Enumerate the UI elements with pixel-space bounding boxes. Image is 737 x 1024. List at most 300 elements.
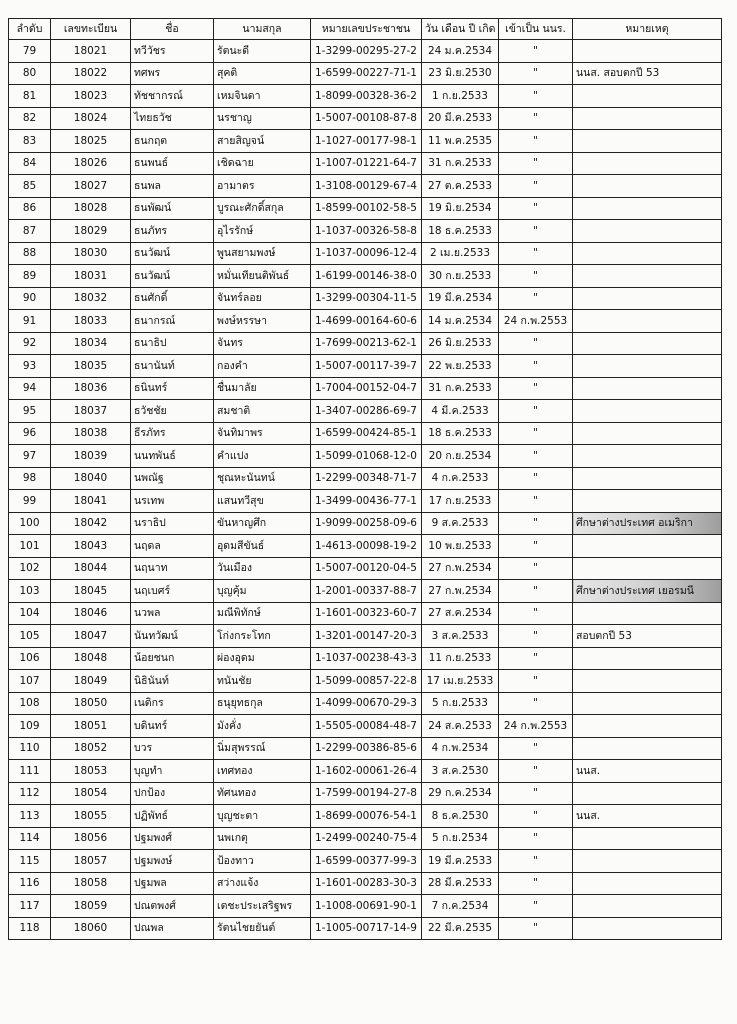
- row-last-name: ชุณหะนันทน์: [214, 467, 311, 490]
- row-national-id: 1-7599-00194-27-8: [311, 782, 422, 805]
- row-registration: 18021: [51, 40, 131, 63]
- row-birth-date: 19 มี.ค.2533: [422, 850, 499, 873]
- row-national-id: 1-3299-00304-11-5: [311, 287, 422, 310]
- row-remarks: [573, 872, 722, 895]
- row-order: 85: [9, 175, 51, 198]
- row-national-id: 1-7004-00152-04-7: [311, 377, 422, 400]
- row-order: 115: [9, 850, 51, 873]
- row-national-id: 1-5007-00108-87-8: [311, 107, 422, 130]
- row-remarks: [573, 917, 722, 940]
- table-row: [9, 715, 722, 738]
- row-registration: 18060: [51, 917, 131, 940]
- table-row: [9, 355, 722, 378]
- row-order: 90: [9, 287, 51, 310]
- row-birth-date: 2 เม.ย.2533: [422, 242, 499, 265]
- table-row: [9, 130, 722, 153]
- row-birth-date: 17 ก.ย.2533: [422, 490, 499, 513]
- table-header-row: [9, 19, 722, 40]
- row-last-name: บุญชะตา: [214, 805, 311, 828]
- table-row: [9, 40, 722, 63]
- row-remarks: นนส.: [573, 760, 722, 783]
- row-national-id: 1-7699-00213-62-1: [311, 332, 422, 355]
- table-row: [9, 557, 722, 580]
- row-remarks: [573, 445, 722, 468]
- row-last-name: ป้องทาว: [214, 850, 311, 873]
- row-last-name: สว่างแจ้ง: [214, 872, 311, 895]
- row-last-name: คำแปง: [214, 445, 311, 468]
- row-first-name: ปฐมพงษ์: [131, 850, 214, 873]
- row-birth-date: 27 ส.ค.2534: [422, 602, 499, 625]
- row-entry-date: ": [499, 287, 573, 310]
- row-remarks: นนส. สอบตกปี 53: [573, 62, 722, 85]
- row-first-name: ธนาธิป: [131, 332, 214, 355]
- row-remarks: ศึกษาต่างประเทศ อเมริกา: [573, 512, 722, 535]
- student-roster-table: [8, 18, 722, 940]
- row-last-name: นพเกตุ: [214, 827, 311, 850]
- table-row: [9, 917, 722, 940]
- row-last-name: ทัศนทอง: [214, 782, 311, 805]
- row-national-id: 1-3407-00286-69-7: [311, 400, 422, 423]
- row-national-id: 1-5099-01068-12-0: [311, 445, 422, 468]
- row-entry-date: ": [499, 512, 573, 535]
- row-remarks: [573, 107, 722, 130]
- row-remarks: [573, 40, 722, 63]
- row-registration: 18053: [51, 760, 131, 783]
- row-registration: 18056: [51, 827, 131, 850]
- row-order: 83: [9, 130, 51, 153]
- row-birth-date: 29 ก.ค.2534: [422, 782, 499, 805]
- table-row: [9, 62, 722, 85]
- row-remarks: [573, 400, 722, 423]
- row-registration: 18045: [51, 580, 131, 603]
- row-last-name: สุคติ: [214, 62, 311, 85]
- row-national-id: 1-9099-00258-09-6: [311, 512, 422, 535]
- row-registration: 18036: [51, 377, 131, 400]
- row-first-name: นฤนาท: [131, 557, 214, 580]
- row-birth-date: 4 ก.พ.2534: [422, 737, 499, 760]
- row-last-name: อุดมสีขันธ์: [214, 535, 311, 558]
- table-row: [9, 602, 722, 625]
- row-order: 110: [9, 737, 51, 760]
- row-birth-date: 3 ส.ค.2530: [422, 760, 499, 783]
- row-entry-date: ": [499, 130, 573, 153]
- row-order: 97: [9, 445, 51, 468]
- row-birth-date: 19 มี.ค.2534: [422, 287, 499, 310]
- row-birth-date: 4 มี.ค.2533: [422, 400, 499, 423]
- row-order: 88: [9, 242, 51, 265]
- table-row: [9, 85, 722, 108]
- row-first-name: ธนศักดิ์: [131, 287, 214, 310]
- row-first-name: นฤดล: [131, 535, 214, 558]
- row-entry-date: ": [499, 85, 573, 108]
- table-body: [9, 40, 722, 940]
- row-entry-date: ": [499, 782, 573, 805]
- row-last-name: ทนันชัย: [214, 670, 311, 693]
- row-first-name: เนติกร: [131, 692, 214, 715]
- row-remarks: สอบตกปี 53: [573, 625, 722, 648]
- row-birth-date: 14 ม.ค.2534: [422, 310, 499, 333]
- table-row: [9, 377, 722, 400]
- row-registration: 18046: [51, 602, 131, 625]
- row-remarks: [573, 895, 722, 918]
- row-national-id: 1-2299-00348-71-7: [311, 467, 422, 490]
- row-order: 95: [9, 400, 51, 423]
- row-entry-date: ": [499, 580, 573, 603]
- row-remarks: [573, 220, 722, 243]
- row-last-name: รัตนไชยยันต์: [214, 917, 311, 940]
- row-remarks: [573, 467, 722, 490]
- row-entry-date: ": [499, 62, 573, 85]
- row-entry-date: ": [499, 107, 573, 130]
- table-row: [9, 760, 722, 783]
- col-header-remarks: หมายเหตุ: [573, 19, 722, 40]
- table-row: [9, 175, 722, 198]
- row-first-name: นวพล: [131, 602, 214, 625]
- row-registration: 18050: [51, 692, 131, 715]
- table-row: [9, 872, 722, 895]
- row-remarks: [573, 85, 722, 108]
- row-registration: 18033: [51, 310, 131, 333]
- row-national-id: 1-1037-00326-58-8: [311, 220, 422, 243]
- row-order: 91: [9, 310, 51, 333]
- row-first-name: นันทวัฒน์: [131, 625, 214, 648]
- row-first-name: นิธินันท์: [131, 670, 214, 693]
- row-entry-date: ": [499, 557, 573, 580]
- row-order: 103: [9, 580, 51, 603]
- row-order: 80: [9, 62, 51, 85]
- table-row: [9, 535, 722, 558]
- row-order: 109: [9, 715, 51, 738]
- row-entry-date: ": [499, 602, 573, 625]
- row-order: 105: [9, 625, 51, 648]
- row-last-name: รัตนะดี: [214, 40, 311, 63]
- row-registration: 18037: [51, 400, 131, 423]
- row-registration: 18044: [51, 557, 131, 580]
- row-order: 84: [9, 152, 51, 175]
- row-birth-date: 5 ก.ย.2534: [422, 827, 499, 850]
- row-remarks: [573, 152, 722, 175]
- row-last-name: จันทร์ลอย: [214, 287, 311, 310]
- row-registration: 18049: [51, 670, 131, 693]
- row-registration: 18025: [51, 130, 131, 153]
- row-last-name: ธนุยุทธกุล: [214, 692, 311, 715]
- row-first-name: บุญทำ: [131, 760, 214, 783]
- row-national-id: 1-1601-00323-60-7: [311, 602, 422, 625]
- row-remarks: [573, 535, 722, 558]
- row-birth-date: 1 ก.ย.2533: [422, 85, 499, 108]
- table-row: [9, 220, 722, 243]
- row-registration: 18038: [51, 422, 131, 445]
- table-row: [9, 242, 722, 265]
- row-registration: 18022: [51, 62, 131, 85]
- row-remarks: [573, 422, 722, 445]
- row-entry-date: ": [499, 670, 573, 693]
- row-birth-date: 17 เม.ย.2533: [422, 670, 499, 693]
- row-registration: 18026: [51, 152, 131, 175]
- row-last-name: บูรณะศักดิ์สกุล: [214, 197, 311, 220]
- row-first-name: ธนานันท์: [131, 355, 214, 378]
- row-birth-date: 7 ก.ค.2534: [422, 895, 499, 918]
- table-row: [9, 692, 722, 715]
- table-row: [9, 400, 722, 423]
- row-first-name: ธีรภัทร: [131, 422, 214, 445]
- row-last-name: จันทิมาพร: [214, 422, 311, 445]
- row-entry-date: ": [499, 647, 573, 670]
- row-entry-date: ": [499, 917, 573, 940]
- row-entry-date: ": [499, 377, 573, 400]
- table-row: [9, 647, 722, 670]
- row-first-name: นนทพันธ์: [131, 445, 214, 468]
- row-national-id: 1-4613-00098-19-2: [311, 535, 422, 558]
- row-entry-date: ": [499, 152, 573, 175]
- col-header-first-name: ชื่อ: [131, 19, 214, 40]
- table-row: [9, 737, 722, 760]
- row-registration: 18042: [51, 512, 131, 535]
- row-remarks: [573, 310, 722, 333]
- row-entry-date: ": [499, 827, 573, 850]
- row-order: 96: [9, 422, 51, 445]
- row-last-name: เหมจินดา: [214, 85, 311, 108]
- row-national-id: 1-8699-00076-54-1: [311, 805, 422, 828]
- table-row: [9, 265, 722, 288]
- table-row: [9, 490, 722, 513]
- row-order: 113: [9, 805, 51, 828]
- row-last-name: อามาตร: [214, 175, 311, 198]
- row-remarks: [573, 242, 722, 265]
- row-remarks: [573, 692, 722, 715]
- row-last-name: ผ่องอุดม: [214, 647, 311, 670]
- row-first-name: นพณัฐ: [131, 467, 214, 490]
- row-remarks: [573, 490, 722, 513]
- row-entry-date: ": [499, 197, 573, 220]
- row-birth-date: 31 ก.ค.2533: [422, 152, 499, 175]
- row-birth-date: 10 พ.ย.2533: [422, 535, 499, 558]
- table-row: [9, 895, 722, 918]
- row-first-name: ทัชชากรณ์: [131, 85, 214, 108]
- row-birth-date: 28 มี.ค.2533: [422, 872, 499, 895]
- row-registration: 18047: [51, 625, 131, 648]
- row-entry-date: ": [499, 175, 573, 198]
- row-entry-date: ": [499, 40, 573, 63]
- row-registration: 18031: [51, 265, 131, 288]
- row-remarks: [573, 737, 722, 760]
- row-birth-date: 3 ส.ค.2533: [422, 625, 499, 648]
- row-first-name: ธนากรณ์: [131, 310, 214, 333]
- row-national-id: 1-1008-00691-90-1: [311, 895, 422, 918]
- row-order: 81: [9, 85, 51, 108]
- row-first-name: ธนภัทร: [131, 220, 214, 243]
- row-order: 86: [9, 197, 51, 220]
- row-entry-date: ": [499, 737, 573, 760]
- row-first-name: นรเทพ: [131, 490, 214, 513]
- row-first-name: ธนพล: [131, 175, 214, 198]
- row-last-name: พูนสยามพงษ์: [214, 242, 311, 265]
- row-last-name: วันเมือง: [214, 557, 311, 580]
- row-national-id: 1-5505-00084-48-7: [311, 715, 422, 738]
- row-birth-date: 20 ก.ย.2534: [422, 445, 499, 468]
- row-first-name: ปณตพงศ์: [131, 895, 214, 918]
- row-first-name: นราธิป: [131, 512, 214, 535]
- table-row: [9, 625, 722, 648]
- row-first-name: ปณพล: [131, 917, 214, 940]
- row-order: 111: [9, 760, 51, 783]
- row-entry-date: 24 ก.พ.2553: [499, 715, 573, 738]
- table-row: [9, 580, 722, 603]
- row-entry-date: ": [499, 850, 573, 873]
- row-last-name: นิ่มสุพรรณ์: [214, 737, 311, 760]
- row-registration: 18039: [51, 445, 131, 468]
- row-first-name: ปกป้อง: [131, 782, 214, 805]
- row-entry-date: ": [499, 692, 573, 715]
- row-first-name: น้อยชนก: [131, 647, 214, 670]
- table-row: [9, 197, 722, 220]
- row-entry-date: ": [499, 490, 573, 513]
- row-entry-date: ": [499, 265, 573, 288]
- row-order: 82: [9, 107, 51, 130]
- row-first-name: ธนินทร์: [131, 377, 214, 400]
- row-order: 93: [9, 355, 51, 378]
- table-row: [9, 310, 722, 333]
- row-registration: 18024: [51, 107, 131, 130]
- col-header-registration: เลขทะเบียน: [51, 19, 131, 40]
- row-last-name: โก่งกระโทก: [214, 625, 311, 648]
- row-birth-date: 11 ก.ย.2533: [422, 647, 499, 670]
- row-registration: 18035: [51, 355, 131, 378]
- row-last-name: สมชาติ: [214, 400, 311, 423]
- row-national-id: 1-4099-00670-29-3: [311, 692, 422, 715]
- row-last-name: บุญคุ้ม: [214, 580, 311, 603]
- row-registration: 18028: [51, 197, 131, 220]
- row-first-name: บดินทร์: [131, 715, 214, 738]
- row-entry-date: ": [499, 805, 573, 828]
- row-entry-date: ": [499, 355, 573, 378]
- row-national-id: 1-1027-00177-98-1: [311, 130, 422, 153]
- row-last-name: อุไรรักษ์: [214, 220, 311, 243]
- col-header-order: ลำดับ: [9, 19, 51, 40]
- row-entry-date: ": [499, 445, 573, 468]
- row-order: 106: [9, 647, 51, 670]
- row-birth-date: 30 ก.ย.2533: [422, 265, 499, 288]
- row-entry-date: ": [499, 332, 573, 355]
- row-birth-date: 27 ต.ค.2533: [422, 175, 499, 198]
- row-registration: 18040: [51, 467, 131, 490]
- row-registration: 18052: [51, 737, 131, 760]
- row-order: 87: [9, 220, 51, 243]
- row-birth-date: 11 พ.ค.2535: [422, 130, 499, 153]
- row-remarks: [573, 602, 722, 625]
- row-order: 102: [9, 557, 51, 580]
- row-national-id: 1-1601-00283-30-3: [311, 872, 422, 895]
- row-entry-date: 24 ก.พ.2553: [499, 310, 573, 333]
- row-first-name: ธนพนธ์: [131, 152, 214, 175]
- row-registration: 18055: [51, 805, 131, 828]
- col-header-last-name: นามสกุล: [214, 19, 311, 40]
- row-national-id: 1-3108-00129-67-4: [311, 175, 422, 198]
- row-birth-date: 27 ก.พ.2534: [422, 557, 499, 580]
- row-birth-date: 24 ส.ค.2533: [422, 715, 499, 738]
- row-national-id: 1-6599-00227-71-1: [311, 62, 422, 85]
- row-order: 100: [9, 512, 51, 535]
- row-first-name: นฤเบศร์: [131, 580, 214, 603]
- row-last-name: มณีพิทักษ์: [214, 602, 311, 625]
- row-entry-date: ": [499, 220, 573, 243]
- row-last-name: ขันหาญศึก: [214, 512, 311, 535]
- row-registration: 18041: [51, 490, 131, 513]
- row-last-name: นรชาญ: [214, 107, 311, 130]
- row-registration: 18023: [51, 85, 131, 108]
- row-birth-date: 4 ก.ค.2533: [422, 467, 499, 490]
- row-registration: 18057: [51, 850, 131, 873]
- row-remarks: [573, 782, 722, 805]
- table-row: [9, 827, 722, 850]
- row-order: 101: [9, 535, 51, 558]
- col-header-entry-date: เข้าเป็น นนร.: [499, 19, 573, 40]
- row-order: 114: [9, 827, 51, 850]
- row-order: 92: [9, 332, 51, 355]
- row-national-id: 1-6199-00146-38-0: [311, 265, 422, 288]
- row-remarks: [573, 557, 722, 580]
- row-remarks: [573, 355, 722, 378]
- row-birth-date: 18 ธ.ค.2533: [422, 422, 499, 445]
- row-entry-date: ": [499, 760, 573, 783]
- row-national-id: 1-1037-00096-12-4: [311, 242, 422, 265]
- table-row: [9, 670, 722, 693]
- row-first-name: ธนกฤต: [131, 130, 214, 153]
- row-remarks: [573, 287, 722, 310]
- row-registration: 18059: [51, 895, 131, 918]
- row-registration: 18058: [51, 872, 131, 895]
- row-national-id: 1-8599-00102-58-5: [311, 197, 422, 220]
- row-registration: 18051: [51, 715, 131, 738]
- row-remarks: [573, 197, 722, 220]
- col-header-birth-date: วัน เดือน ปี เกิด: [422, 19, 499, 40]
- row-birth-date: 19 มิ.ย.2534: [422, 197, 499, 220]
- row-remarks: [573, 377, 722, 400]
- row-national-id: 1-8099-00328-36-2: [311, 85, 422, 108]
- row-last-name: หมั่นเทียนติพันธ์: [214, 265, 311, 288]
- table-row: [9, 512, 722, 535]
- row-last-name: เชิดฉาย: [214, 152, 311, 175]
- row-first-name: บวร: [131, 737, 214, 760]
- row-order: 89: [9, 265, 51, 288]
- table-row: [9, 445, 722, 468]
- row-registration: 18043: [51, 535, 131, 558]
- row-birth-date: 8 ธ.ค.2530: [422, 805, 499, 828]
- row-birth-date: 22 มี.ค.2535: [422, 917, 499, 940]
- row-national-id: 1-6599-00377-99-3: [311, 850, 422, 873]
- row-first-name: ไทยธวัช: [131, 107, 214, 130]
- row-registration: 18027: [51, 175, 131, 198]
- row-national-id: 1-1005-00717-14-9: [311, 917, 422, 940]
- row-national-id: 1-5007-00120-04-5: [311, 557, 422, 580]
- row-first-name: ทศพร: [131, 62, 214, 85]
- row-birth-date: 20 มี.ค.2533: [422, 107, 499, 130]
- row-order: 107: [9, 670, 51, 693]
- row-birth-date: 5 ก.ย.2533: [422, 692, 499, 715]
- table-row: [9, 805, 722, 828]
- row-remarks: [573, 715, 722, 738]
- table-row: [9, 467, 722, 490]
- row-order: 104: [9, 602, 51, 625]
- row-national-id: 1-5099-00857-22-8: [311, 670, 422, 693]
- row-order: 99: [9, 490, 51, 513]
- row-entry-date: ": [499, 422, 573, 445]
- row-entry-date: ": [499, 872, 573, 895]
- row-last-name: เตชะประเสริฐพร: [214, 895, 311, 918]
- row-last-name: ชื่นมาลัย: [214, 377, 311, 400]
- row-remarks: [573, 647, 722, 670]
- row-national-id: 1-5007-00117-39-7: [311, 355, 422, 378]
